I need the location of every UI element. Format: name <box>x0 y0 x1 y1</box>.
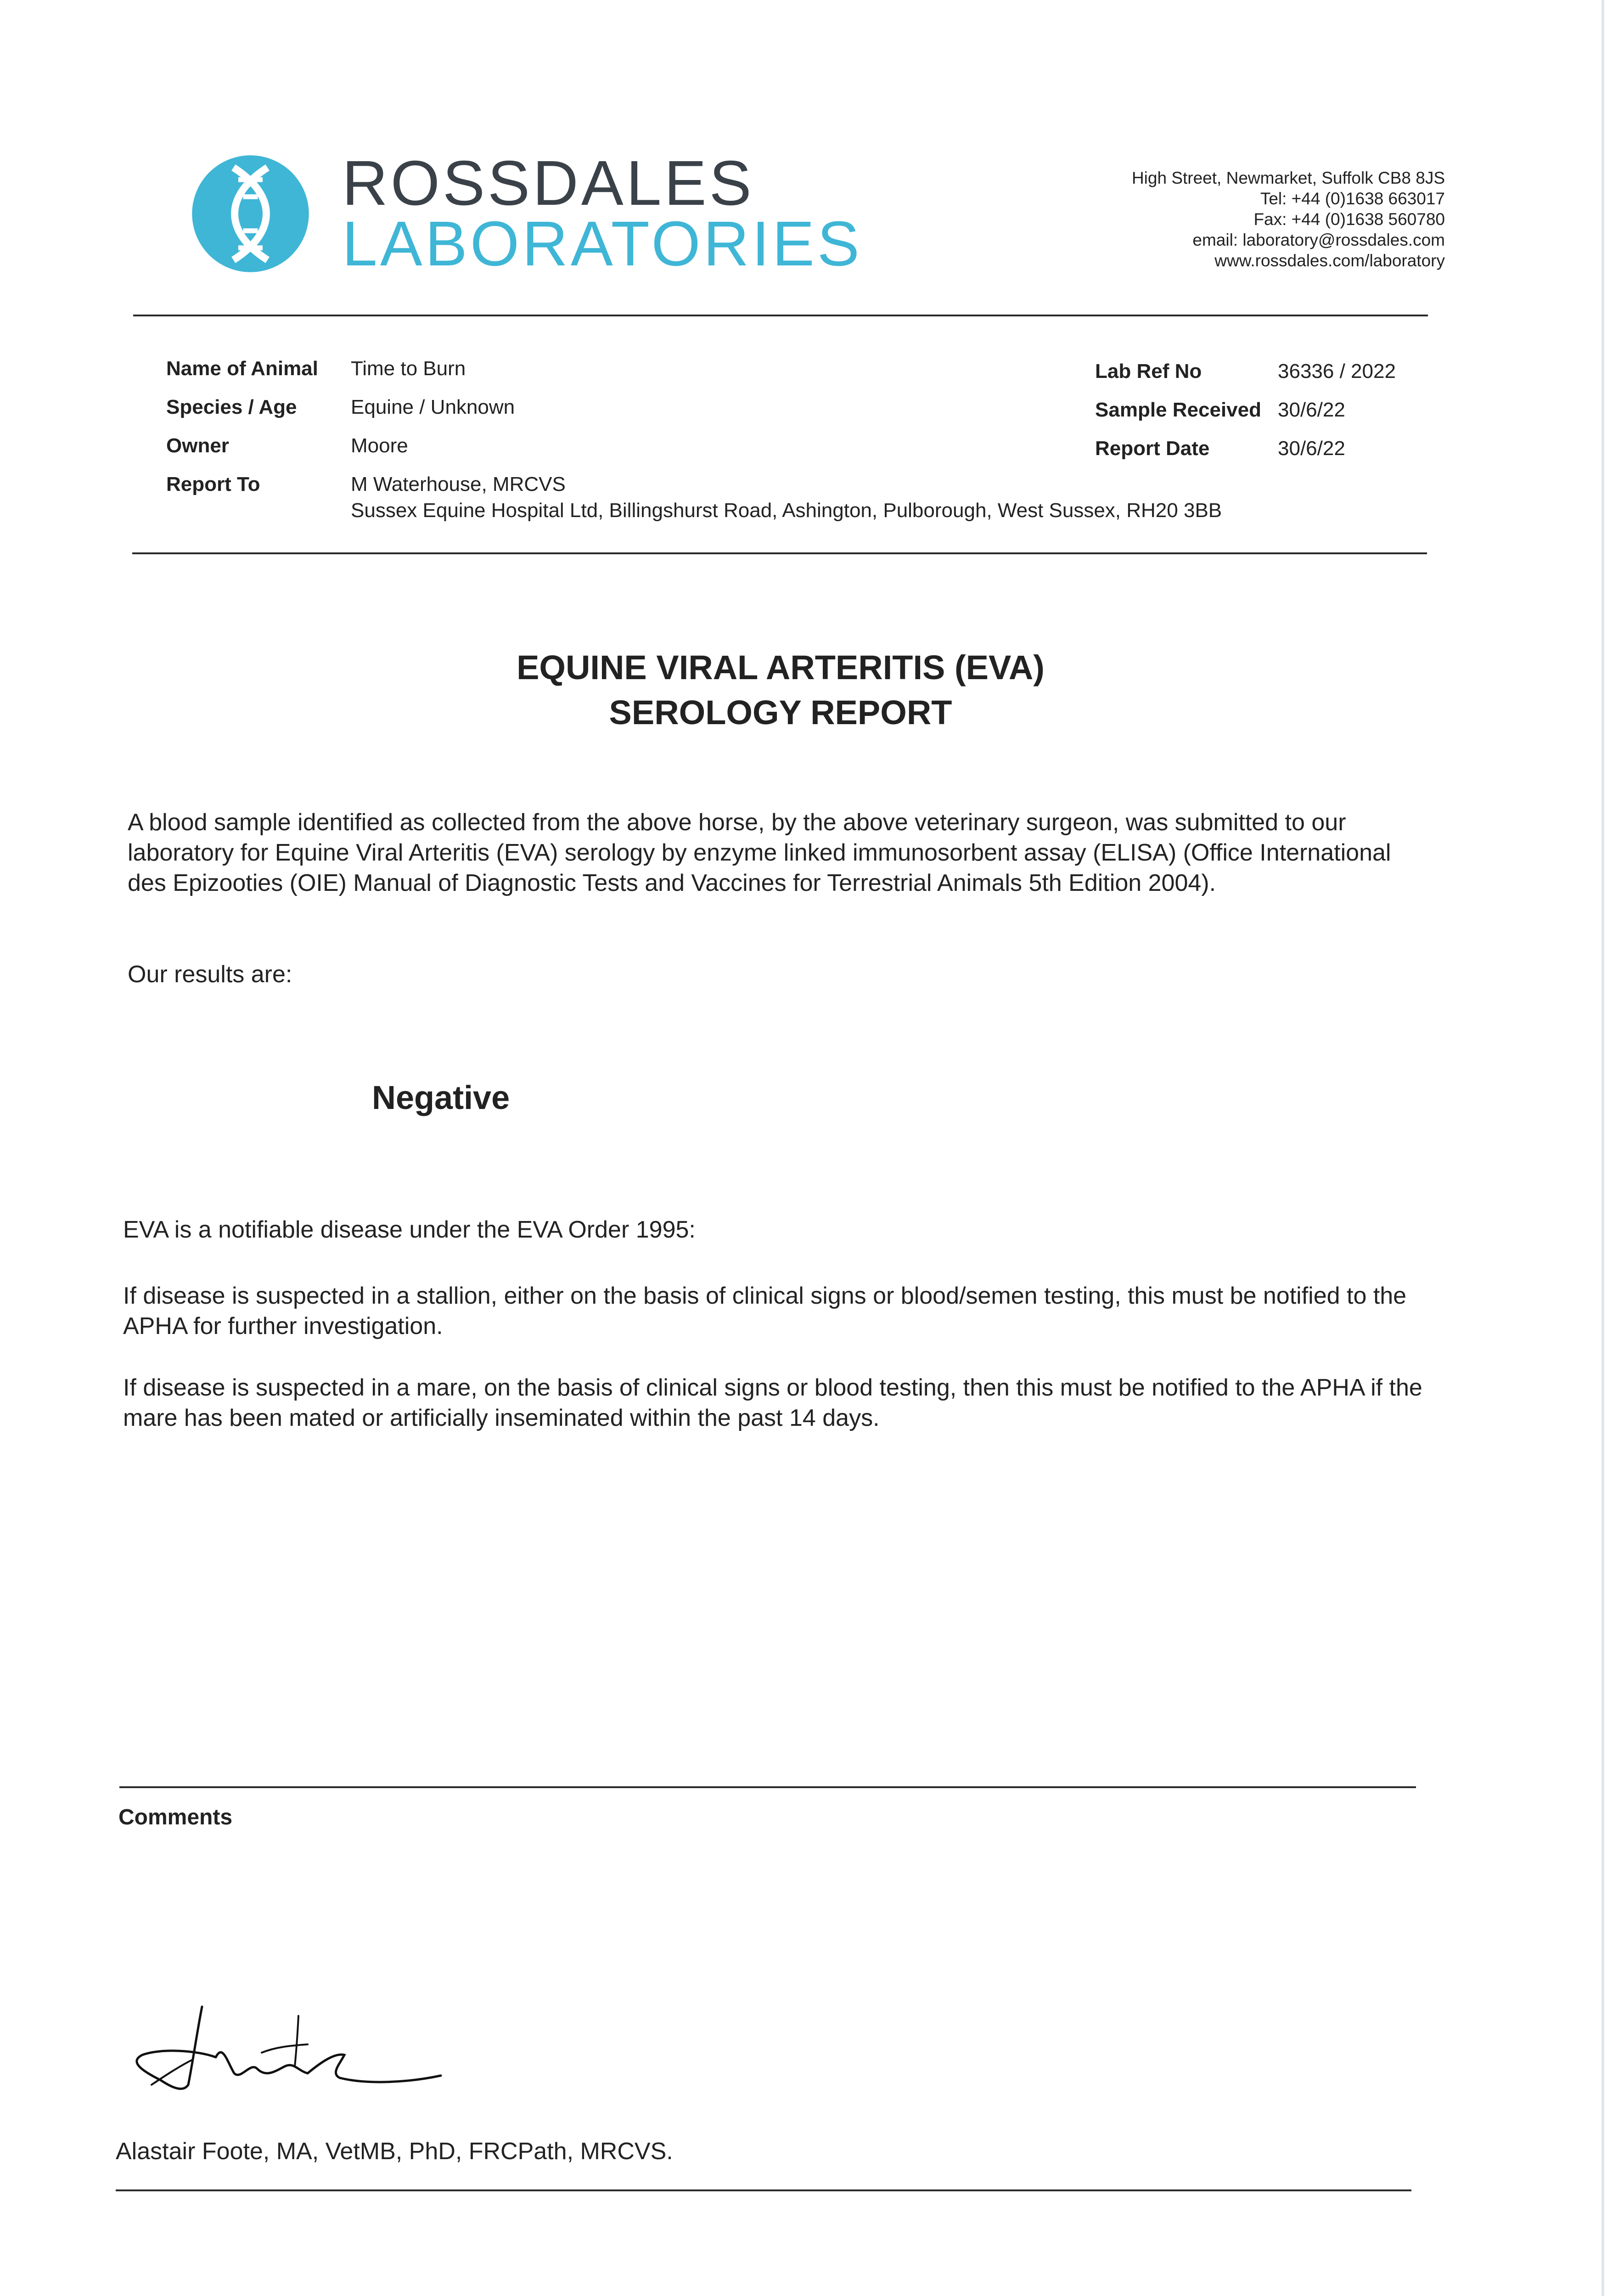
phone-line: Tel: +44 (0)1638 663017 <box>1260 189 1445 208</box>
comments-label: Comments <box>118 1805 233 1829</box>
brand-name-line2: LABORATORIES <box>342 208 862 279</box>
report-to-line2: Sussex Equine Hospital Ltd, Billingshurst Road, Ashington, Pulborough, West Sussex, RH20 3BB <box>351 499 1222 522</box>
report-title <box>0 645 1561 735</box>
email-line: email: laboratory@rossdales.com <box>1192 231 1445 249</box>
stallion-paragraph: If disease is suspected in a stallion, either on the basis of clinical signs or blood/semen testing, this must be notified to the APHA for further investigation. <box>123 1283 1407 1339</box>
header-divider <box>133 315 1428 316</box>
owner-value: Moore <box>351 434 408 457</box>
report-to-line1: M Waterhouse, MRCVS <box>351 473 566 495</box>
website-line: www.rossdales.com/laboratory <box>1214 251 1445 270</box>
results-intro: Our results are: <box>128 961 292 988</box>
report-title-line2: SEROLOGY REPORT <box>609 693 952 732</box>
address-line: High Street, Newmarket, Suffolk CB8 8JS <box>1131 169 1445 187</box>
report-date-label: Report Date <box>1095 437 1210 460</box>
lab-ref-label: Lab Ref No <box>1095 360 1202 383</box>
footer-divider <box>116 2189 1411 2191</box>
intro-paragraph: A blood sample identified as collected from the above horse, by the above veterinary surgeon, was submitted to our laboratory for Equine Viral Arteritis (EVA) serology by enzyme linked immunosorbent assay (ELISA) (Office International des Epizooties (OIE) Manual of Diagnostic Tests and Vaccines for Terrestrial Animals 5th Edition 2004). <box>128 809 1391 896</box>
result-value: Negative <box>372 1080 510 1116</box>
species-age-label: Species / Age <box>166 396 297 418</box>
lab-ref-value: 36336 / 2022 <box>1278 360 1396 383</box>
fax-line: Fax: +44 (0)1638 560780 <box>1253 210 1445 229</box>
details-divider <box>132 552 1427 554</box>
notifiable-notice: EVA is a notifiable disease under the EVA Order 1995: <box>123 1216 696 1243</box>
report-date-value: 30/6/22 <box>1278 437 1345 460</box>
mare-paragraph: If disease is suspected in a mare, on the basis of clinical signs or blood testing, then this must be notified to the APHA if the mare has been mated or artificially inseminated within the past 14 days. <box>123 1374 1422 1431</box>
scan-edge <box>1602 0 1604 2296</box>
sample-received-value: 30/6/22 <box>1278 399 1345 421</box>
comments-divider <box>119 1786 1416 1788</box>
address-block <box>1132 168 1445 271</box>
sample-received-label: Sample Received <box>1095 399 1261 421</box>
brand-name-line1: ROSSDALES <box>342 148 754 219</box>
owner-label: Owner <box>166 434 229 457</box>
name-of-animal-value: Time to Burn <box>351 357 466 380</box>
report-title-line1: EQUINE VIRAL ARTERITIS (EVA) <box>517 648 1045 687</box>
species-age-value: Equine / Unknown <box>351 396 515 418</box>
dna-helix-icon <box>190 153 311 275</box>
name-of-animal-label: Name of Animal <box>166 357 318 380</box>
signatory-name: Alastair Foote, MA, VetMB, PhD, FRCPath, MRCVS. <box>116 2138 673 2165</box>
signature-image <box>124 1993 455 2099</box>
report-to-label: Report To <box>166 473 260 495</box>
